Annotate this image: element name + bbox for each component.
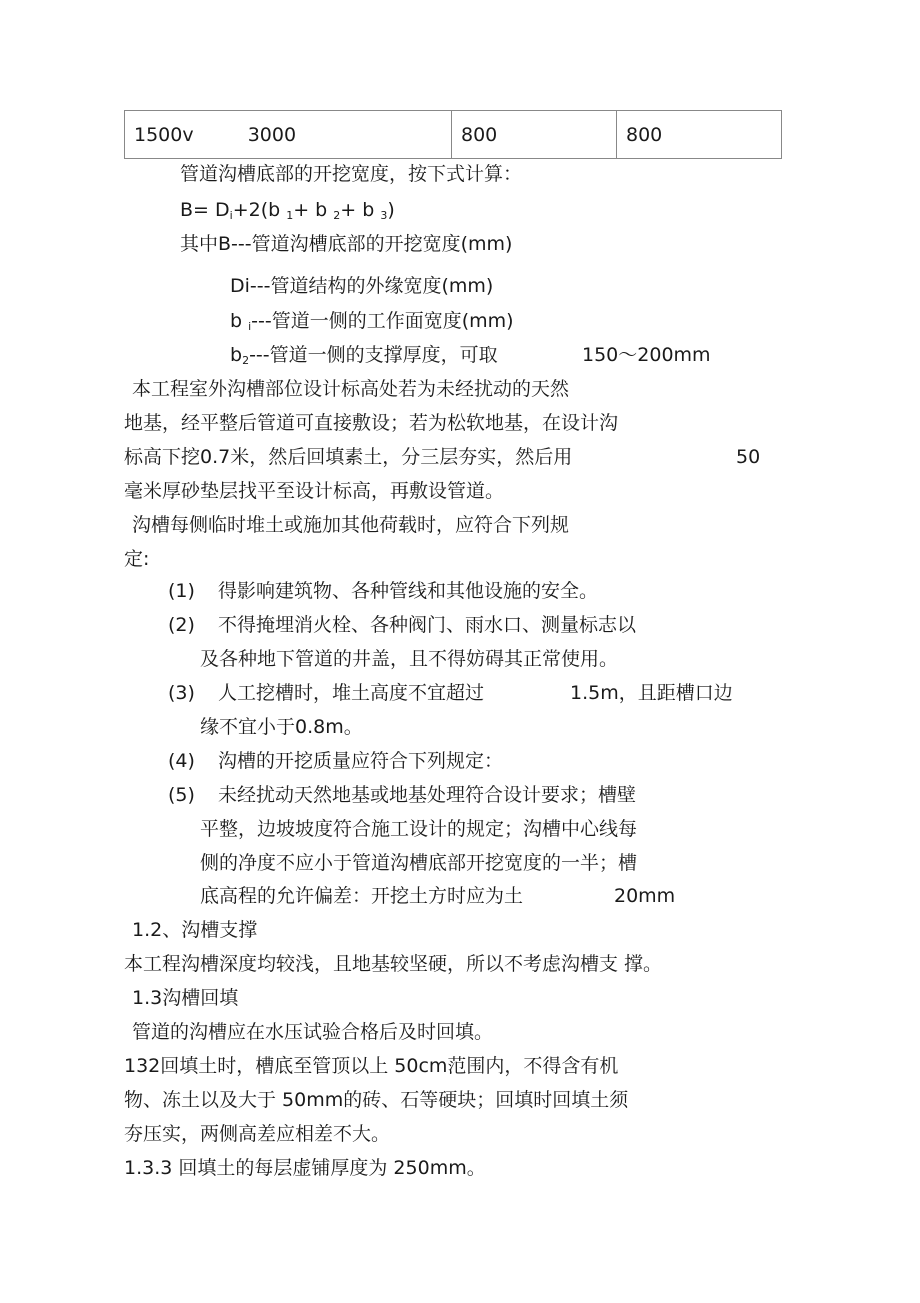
paragraph-line: 标高下挖0.7米，然后回填素土，分三层夯实，然后用: [124, 446, 573, 468]
paragraph-line: 132回填土时，槽底至管顶以上 50cm范围内，不得含有机: [124, 1055, 619, 1077]
paragraph-number: 50: [736, 446, 761, 468]
paragraph-line: 1.3.3 回填土的每层虚铺厚度为 250mm。: [124, 1157, 486, 1179]
paragraph-line: 本工程室外沟槽部位设计标高处若为未经扰动的天然: [132, 378, 570, 400]
list-item-continued: 底高程的允许偏差：开挖土方时应为土: [200, 885, 524, 907]
list-item-continued: 及各种地下管道的井盖，且不得妨碍其正常使用。: [200, 648, 619, 670]
list-item-number-text: 20mm: [614, 885, 676, 907]
paragraph-line: 定:: [124, 548, 150, 570]
list-item: 得影响建筑物、各种管线和其他设施的安全。: [218, 580, 599, 602]
table-cell: [125, 111, 452, 159]
list-item-continued: 缘不宜小于0.8m。: [200, 716, 363, 738]
paragraph-line: 沟槽每侧临时堆土或施加其他荷载时，应符合下列规: [132, 514, 570, 536]
list-item-continued: 平整，边坡坡度符合施工设计的规定；沟槽中心线每: [200, 818, 638, 840]
list-item: 沟槽的开挖质量应符合下列规定：: [218, 750, 504, 772]
list-item-number: (5): [168, 784, 195, 806]
section-heading: 1.2、沟槽支撑: [132, 919, 258, 941]
table-cell: [452, 111, 617, 159]
cell-text: 800: [626, 123, 663, 146]
paragraph-line: 地基，经平整后管道可直接敷设；若为松软地基，在设计沟: [124, 412, 619, 434]
formula: $B= D_i+2(b$ $_1$+ b $_2$+ b $_3$): [180, 199, 395, 222]
list-item-number: (4): [168, 750, 195, 772]
cell-text: 800: [461, 123, 498, 146]
list-item-number-text: 1.5m，且距槽口边: [570, 682, 733, 704]
definition-b2: $b_2---$管道一侧的支撑厚度，可取: [230, 344, 498, 367]
spec-table: [124, 110, 782, 159]
list-item: 未经扰动天然地基或地基处理符合设计要求；槽壁: [218, 784, 637, 806]
paragraph-line: 夯压实，两侧高差应相差不大。: [124, 1123, 391, 1145]
list-item: 不得掩埋消火栓、各种阀门、雨水口、测量标志以: [218, 614, 637, 636]
list-item-number: (3): [168, 682, 195, 704]
list-item-number: (1): [168, 580, 195, 602]
section-heading: 1.3沟槽回填: [132, 987, 239, 1009]
formula-intro: 管道沟槽底部的开挖宽度，按下式计算：: [180, 163, 523, 185]
table-cell: [617, 111, 782, 159]
definition-b2-value: 150～200mm: [582, 344, 711, 366]
cell-text: 3000: [247, 123, 297, 146]
list-item: 人工挖槽时，堆土高度不宜超过: [218, 682, 485, 704]
list-item-continued: 侧的净度不应小于管道沟槽底部开挖宽度的一半；槽: [200, 852, 638, 874]
list-item-number: (2): [168, 614, 195, 636]
definition-b1: b $_i$---管道一侧的工作面宽度(mm): [230, 310, 514, 333]
paragraph-line: 物、冻土以及大于 50mm的砖、石等硬块；回填时回填土须: [124, 1089, 629, 1111]
paragraph-line: 毫米厚砂垫层找平至设计标高，再敷设管道。: [124, 480, 505, 502]
paragraph-line: 本工程沟槽深度均较浅，且地基较坚硬，所以不考虑沟槽支 撑。: [124, 953, 663, 975]
paragraph-line: 管道的沟槽应在水压试验合格后及时回填。: [132, 1021, 494, 1043]
table-row: [125, 111, 782, 159]
cell-text: 1500v: [134, 123, 194, 146]
formula-where: 其中B---管道沟槽底部的开挖宽度(mm): [180, 233, 513, 255]
definition-di: Di---管道结构的外缘宽度(mm): [230, 275, 494, 297]
